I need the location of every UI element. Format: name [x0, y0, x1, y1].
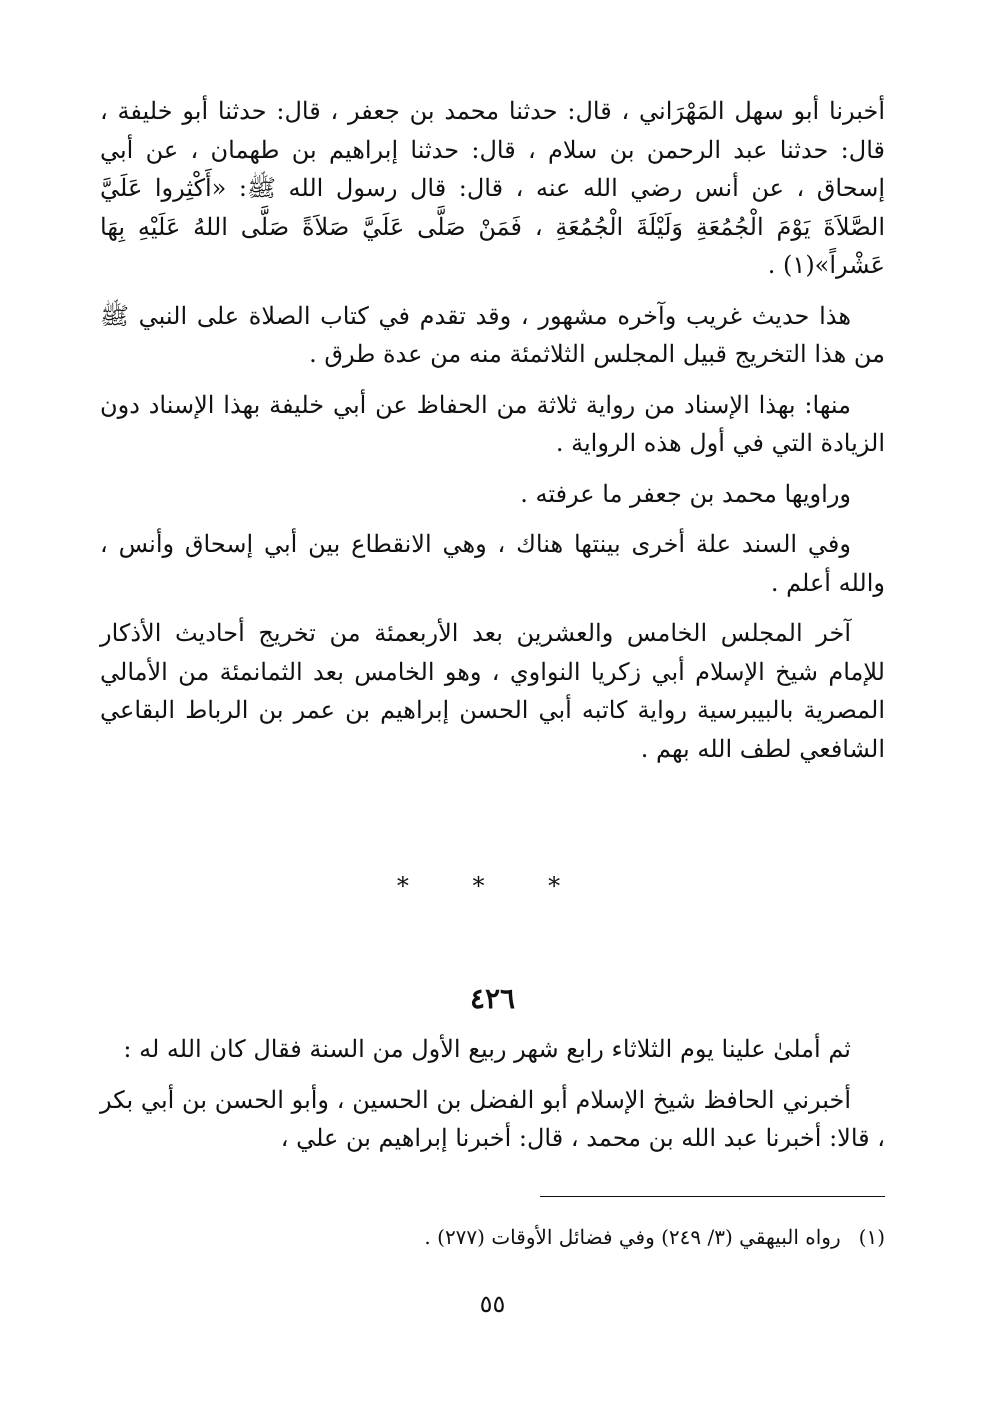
- hadith-paragraph: أخبرنا أبو سهل المَهْرَاني ، قال: حدثنا محمد بن جعفر ، قال: حدثنا أبو خليفة ، قال: حدثنا عبد الرحمن بن سلام ، قال: حدثنا إبراهيم بن طهمان ، عن أبي إسحاق ، عن أنس رضي الله عنه ، قال: قال رسول الله ﷺ: «أَكْثِروا عَلَيَّ الصَّلاَةَ يَوْمَ الْجُمُعَةِ وَلَيْلَةَ الْجُمُعَةِ ، فَمَنْ صَلَّى عَلَيَّ صَلاَةً صَلَّى اللهُ عَلَيْهِ بِهَا عَشْراً»(١) .: [100, 97, 885, 279]
- commentary-paragraph: هذا حديث غريب وآخره مشهور ، وقد تقدم في كتاب الصلاة على النبي ﷺ من هذا التخريج قبيل المجلس الثلاثمئة منه من عدة طرق .: [100, 301, 885, 368]
- footnote-text: رواه البيهقي (٣/ ٢٤٩) وفي فضائل الأوقات (٢٧٧) .: [424, 1225, 841, 1249]
- commentary-paragraph: وراويها محمد بن جعفر ما عرفته .: [520, 479, 851, 508]
- main-text: [100, 92, 885, 768]
- footnote-marker: (١): [858, 1225, 885, 1249]
- page-number: ٥٥: [479, 1290, 506, 1318]
- section-divider: * * *: [396, 872, 589, 900]
- colophon-paragraph: آخر المجلس الخامس والعشرين بعد الأربعمئة من تخريج أحاديث الأذكار للإمام شيخ الإسلام أبي زكريا النواوي ، وهو الخامس بعد الثمانمئة من الأمالي المصرية بالبيبرسية رواية كاتبه أبي الحسن إبراهيم بن عمر بن الرباط البقاعي الشافعي لطف الله بهم .: [100, 619, 885, 763]
- isnad-paragraph: أخبرني الحافظ شيخ الإسلام أبو الفضل بن الحسين ، وأبو الحسن بن أبي بكر ، قالا: أخبرنا عبد الله بن محمد ، قال: أخبرنا إبراهيم بن علي ،: [100, 1085, 885, 1152]
- footnote: [100, 1222, 885, 1252]
- commentary-paragraph: منها: بهذا الإسناد من رواية ثلاثة من الحفاظ عن أبي خليفة بهذا الإسناد دون الزيادة التي في أول هذه الرواية .: [100, 390, 885, 457]
- section-text: [100, 1030, 885, 1158]
- footnote-separator: [540, 1196, 885, 1197]
- section-number: ٤٢٦: [469, 982, 516, 1015]
- commentary-paragraph: وفي السند علة أخرى بينتها هناك ، وهي الانقطاع بين أبي إسحاق وأنس ، والله أعلم .: [100, 530, 885, 597]
- section-intro-paragraph: ثم أملىٰ علينا يوم الثلاثاء رابع شهر ربيع الأول من السنة فقال كان الله له :: [123, 1035, 851, 1063]
